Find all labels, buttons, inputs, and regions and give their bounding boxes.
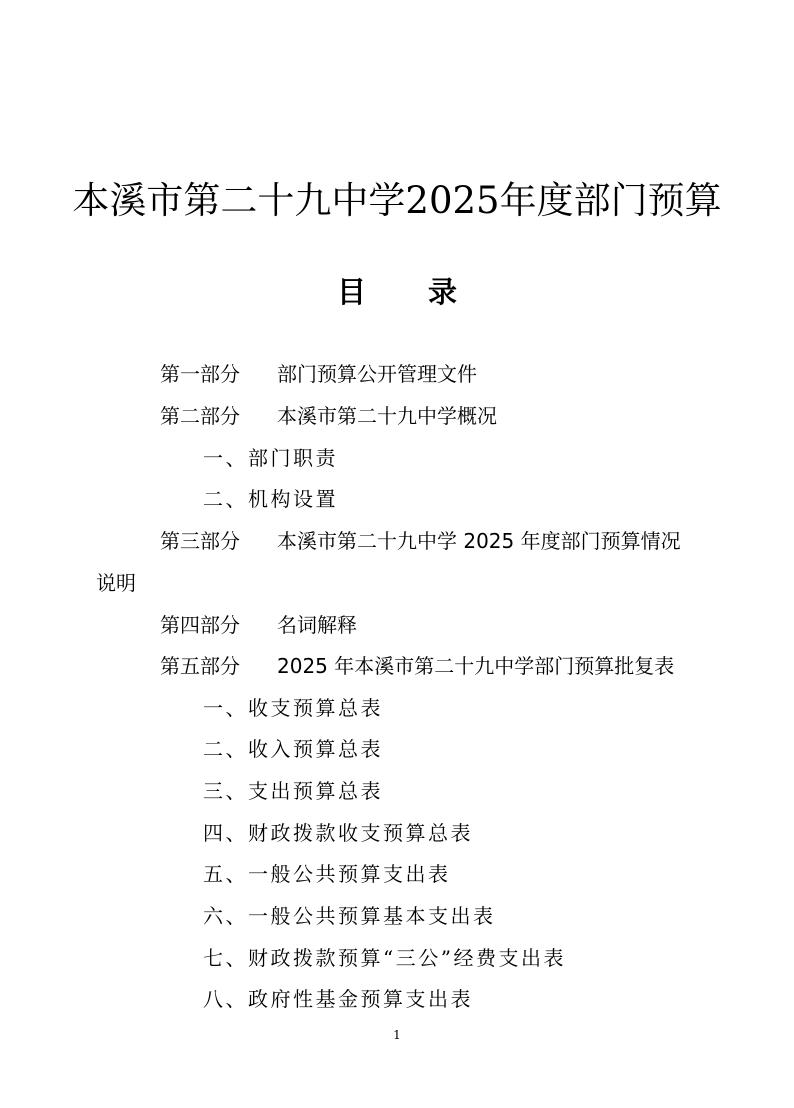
toc-subentry[interactable]: 七、财政拨款预算“三公”经费支出表	[203, 946, 566, 970]
toc-subentry[interactable]: 三、支出预算总表	[203, 779, 383, 803]
toc-subentry[interactable]: 一、部门职责	[203, 446, 338, 470]
part-label: 第三部分	[160, 529, 240, 553]
toc-subentry[interactable]: 六、一般公共预算基本支出表	[203, 904, 496, 928]
part-label: 第二部分	[160, 404, 240, 428]
toc-entry-part1[interactable]	[160, 362, 477, 386]
toc-subentry[interactable]: 一、收支预算总表	[203, 696, 383, 720]
toc-entry-part3-continuation[interactable]: 说明	[96, 571, 136, 595]
toc-subentry[interactable]: 五、一般公共预算支出表	[203, 862, 451, 886]
part-title: 部门预算公开管理文件	[277, 362, 477, 386]
toc-entry-part3[interactable]	[160, 529, 681, 553]
part-label: 第四部分	[160, 613, 240, 637]
toc-entry-part5[interactable]	[160, 654, 674, 678]
part-label: 第五部分	[160, 654, 240, 678]
document-title: 本溪市第二十九中学2025年度部门预算	[72, 179, 722, 222]
toc-heading	[0, 270, 794, 311]
toc-heading-char-1: 目	[336, 275, 366, 309]
toc-subentry[interactable]: 八、政府性基金预算支出表	[203, 987, 473, 1011]
toc-subentry[interactable]: 二、机构设置	[203, 487, 338, 511]
toc-subentry[interactable]: 二、收入预算总表	[203, 737, 383, 761]
toc-entry-part2[interactable]	[160, 404, 497, 428]
part-title: 本溪市第二十九中学 2025 年度部门预算情况	[277, 529, 681, 553]
part-title: 名词解释	[277, 613, 357, 637]
part-label: 第一部分	[160, 362, 240, 386]
part-title: 本溪市第二十九中学概况	[277, 404, 497, 428]
toc-entry-part4[interactable]	[160, 613, 357, 637]
toc-heading-char-2: 录	[428, 275, 458, 309]
toc-subentry[interactable]: 四、财政拨款收支预算总表	[203, 821, 473, 845]
page-number: 1	[393, 1028, 401, 1042]
part-title: 2025 年本溪市第二十九中学部门预算批复表	[277, 654, 675, 678]
